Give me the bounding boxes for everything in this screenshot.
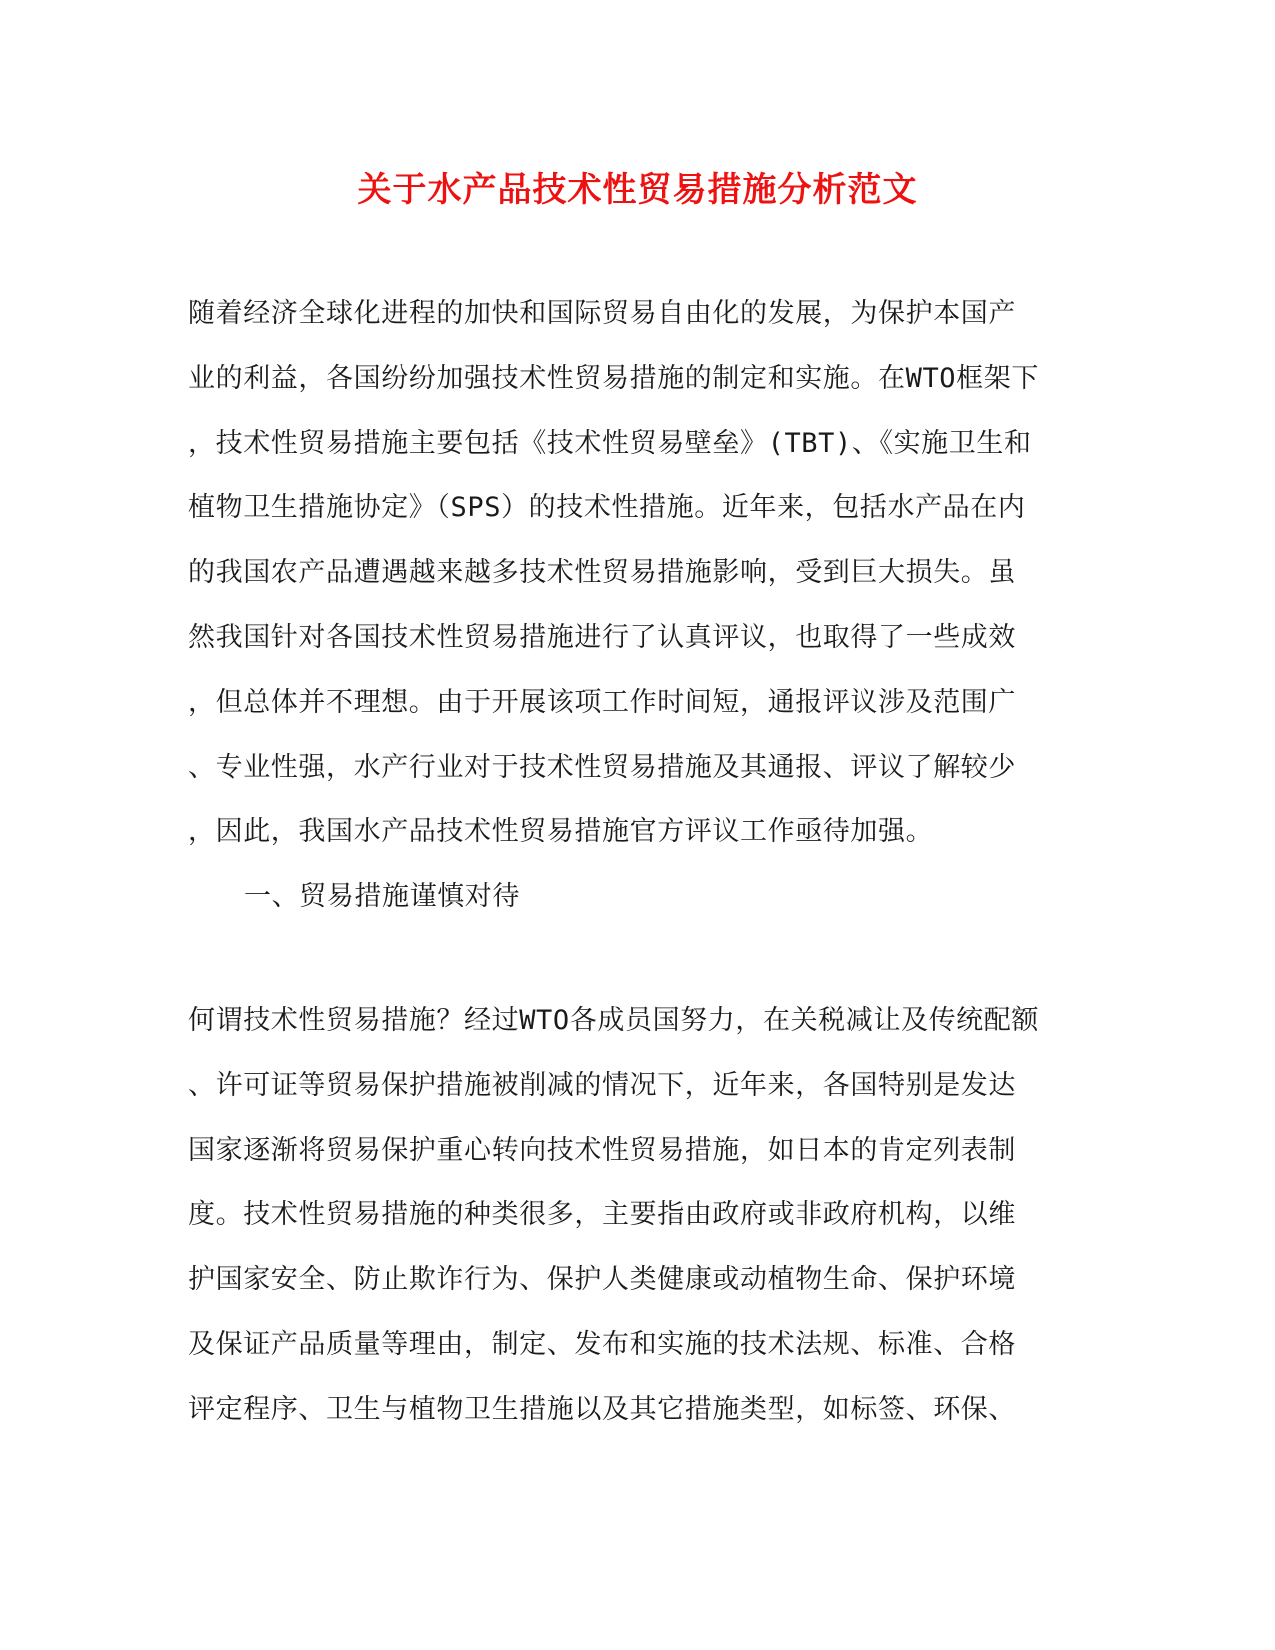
- text-line: 业的利益，各国纷纷加强技术性贸易措施的制定和实施。在WTO框架下: [188, 362, 1039, 394]
- text-line: ，但总体并不理想。由于开展该项工作时间短，通报评议涉及范围广: [188, 686, 1016, 718]
- text-line: 护国家安全、防止欺诈行为、保护人类健康或动植物生命、保护环境: [188, 1264, 1016, 1296]
- text-line: 随着经济全球化进程的加快和国际贸易自由化的发展，为保护本国产: [188, 298, 1016, 329]
- text-line: 度。技术性贸易措施的种类很多，主要指由政府或非政府机构，以维: [188, 1199, 1016, 1231]
- document-title: 关于水产品技术性贸易措施分析范文: [357, 170, 918, 210]
- text-line: 及保证产品质量等理由，制定、发布和实施的技术法规、标准、合格: [188, 1328, 1016, 1360]
- text-line: 何谓技术性贸易措施？经过WTO各成员国努力，在关税减让及传统配额: [188, 1005, 1039, 1036]
- paragraph-1: [188, 282, 1068, 865]
- section-heading: 一、贸易措施谨慎对待: [244, 881, 520, 912]
- paragraph-2: [188, 989, 1068, 1443]
- text-line: 然我国针对各国技术性贸易措施进行了认真评议，也取得了一些成效: [188, 621, 1016, 653]
- text-line: 植物卫生措施协定》（SPS）的技术性措施。近年来，包括水产品在内: [188, 492, 1026, 524]
- text-line: ，因此，我国水产品技术性贸易措施官方评议工作亟待加强。: [188, 816, 934, 848]
- text-line: 、专业性强，水产行业对于技术性贸易措施及其通报、评议了解较少: [188, 751, 1016, 783]
- text-line: 评定程序、卫生与植物卫生措施以及其它措施类型，如标签、环保、: [188, 1393, 1016, 1425]
- text-line: 、许可证等贸易保护措施被削减的情况下，近年来，各国特别是发达: [188, 1069, 1016, 1101]
- text-line: ，技术性贸易措施主要包括《技术性贸易壁垒》(TBT)、《实施卫生和: [188, 427, 1032, 459]
- text-line: 国家逐渐将贸易保护重心转向技术性贸易措施，如日本的肯定列表制: [188, 1134, 1016, 1166]
- text-line: 的我国农产品遭遇越来越多技术性贸易措施影响，受到巨大损失。虽: [188, 557, 1016, 589]
